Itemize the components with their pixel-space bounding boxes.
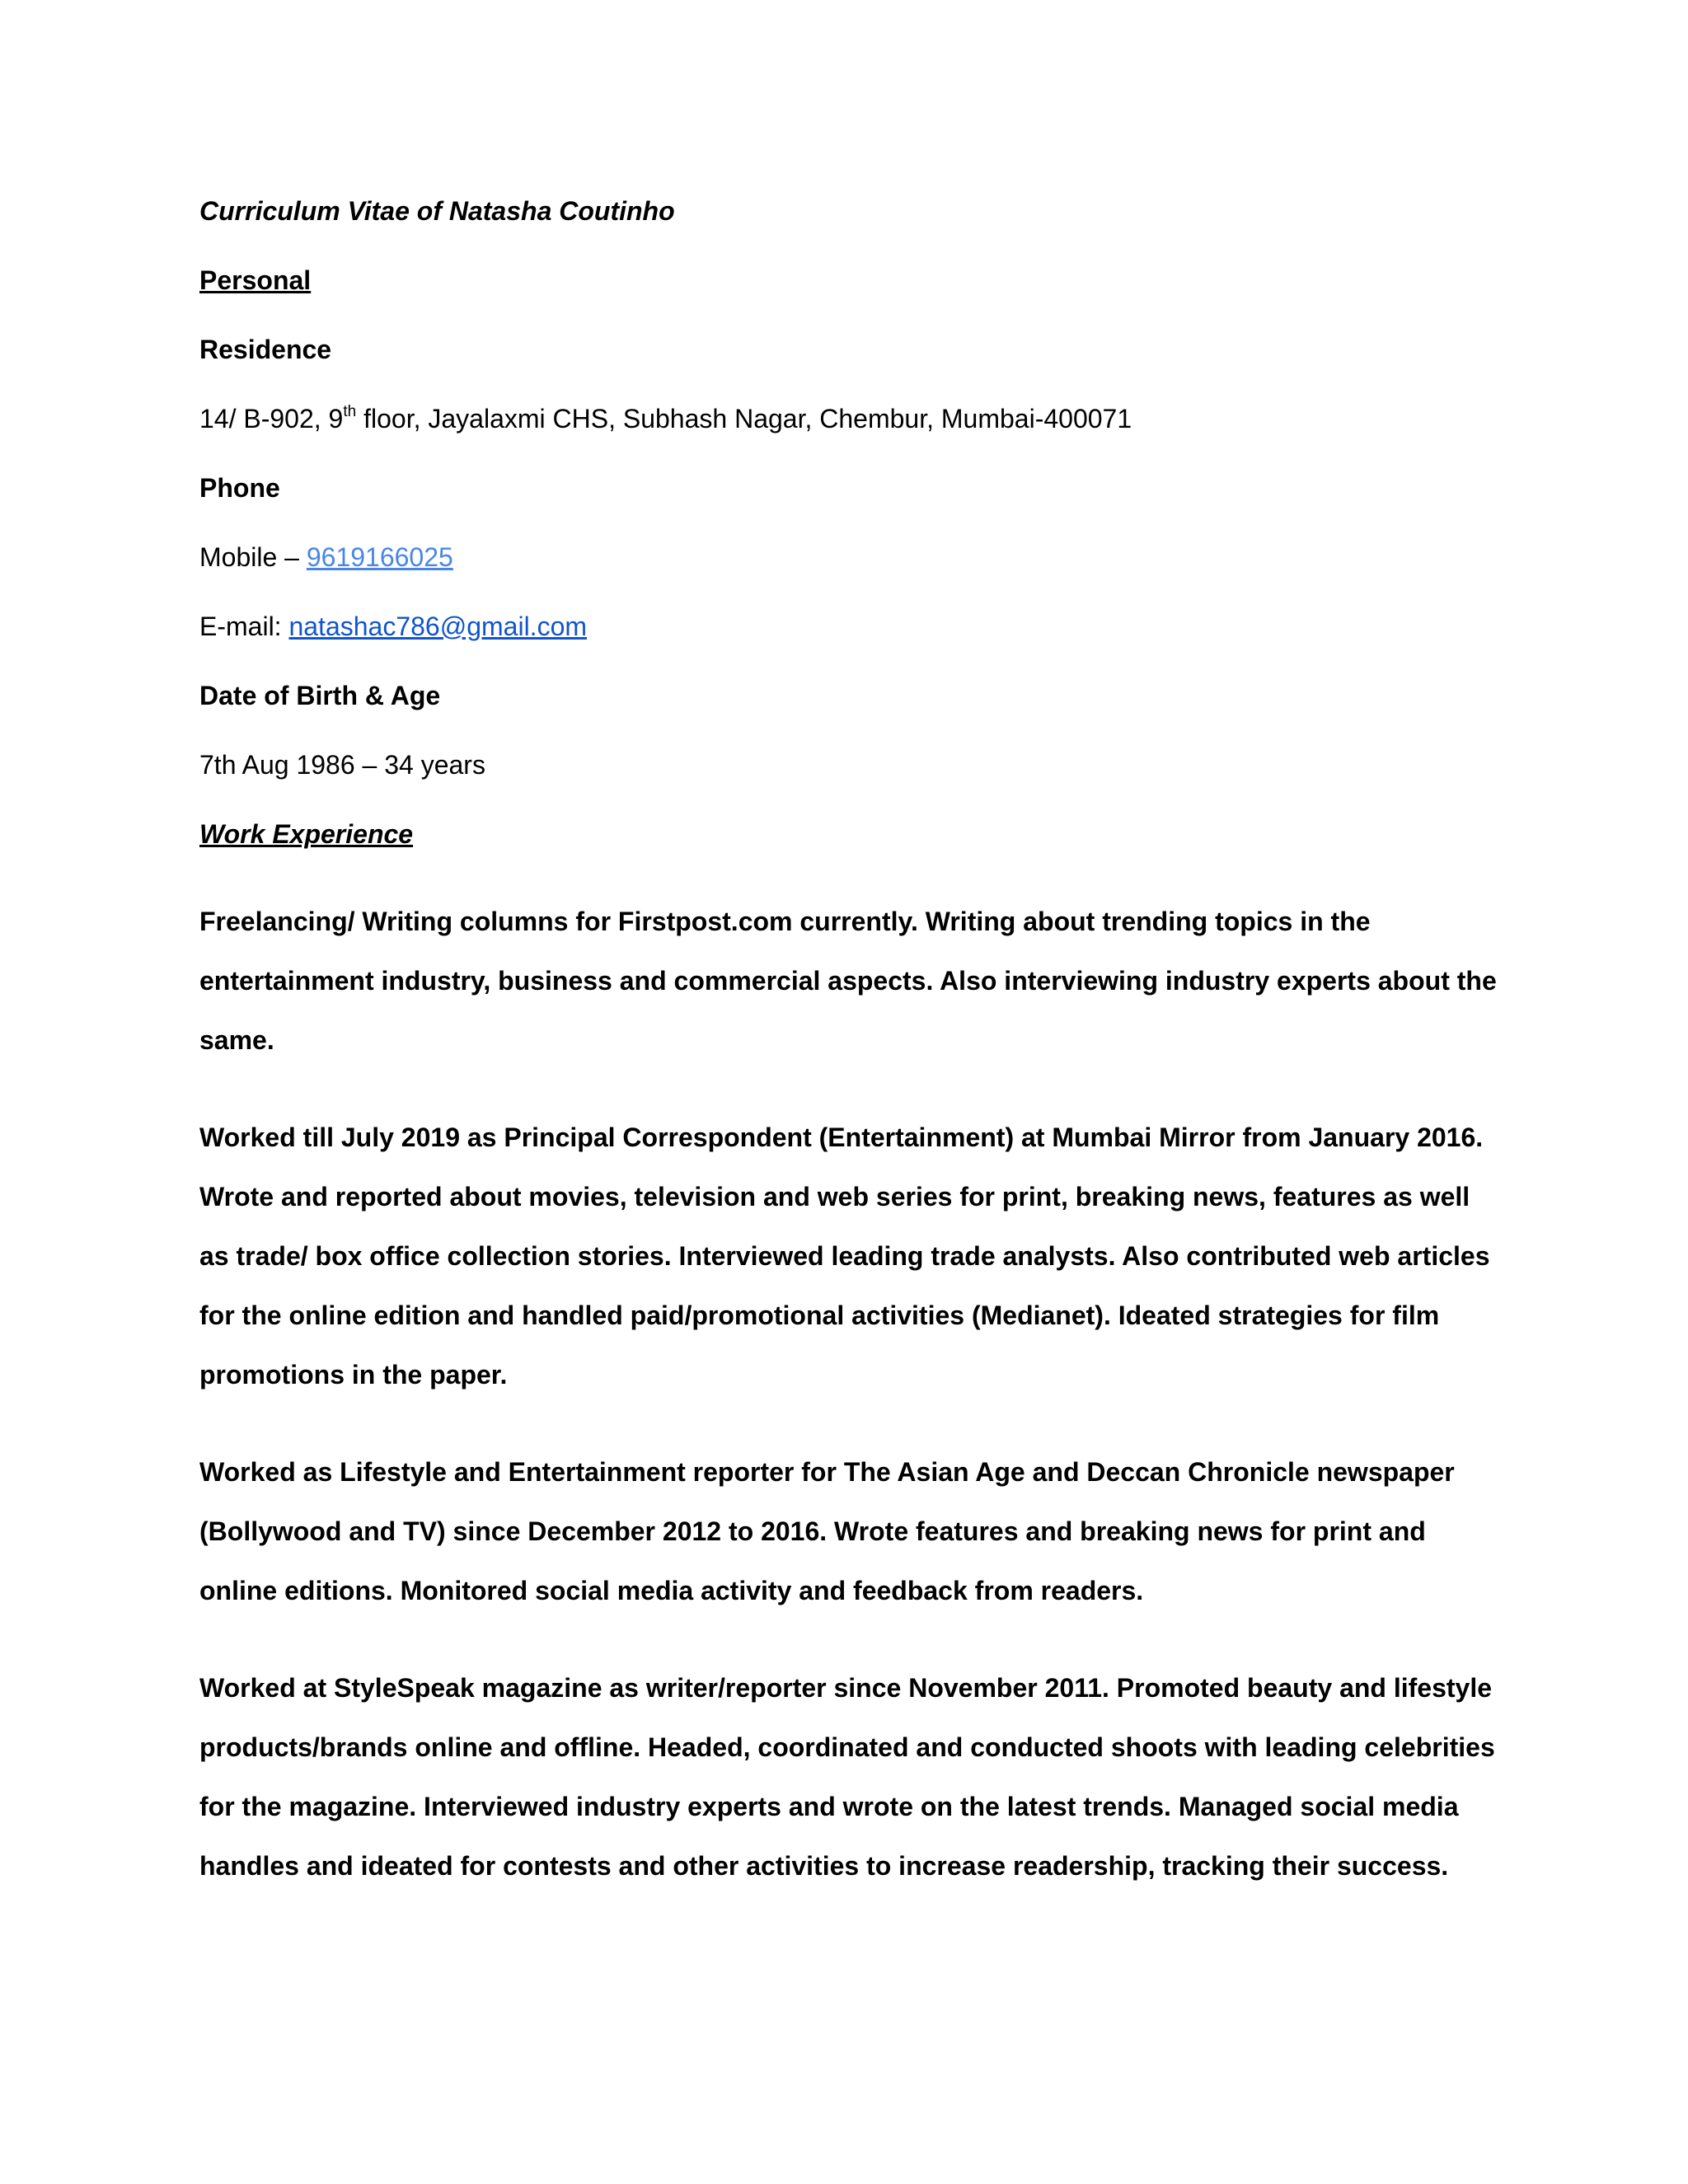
dob-label: Date of Birth & Age: [199, 681, 441, 710]
section-heading-work-experience: Work Experience: [199, 819, 414, 849]
work-experience-list: [199, 892, 1502, 1896]
residence-label: Residence: [199, 335, 332, 364]
work-paragraph-mumbai-mirror: Worked till July 2019 as Principal Correspondent (Entertainment) at Mumbai Mirror from January 2016. Wrote and reported about movies, television and web series for print, breaking news, features as well as trade/ box office collection stories. Interviewed leading trade analysts. Also contributed web articles for the online edition and handled paid/promotional activities (Medianet). Ideated strategies for film promotions in the paper.: [199, 1122, 1490, 1390]
address-suffix: floor, Jayalaxmi CHS, Subhash Nagar, Chembur, Mumbai-400071: [356, 404, 1132, 434]
phone-label: Phone: [199, 473, 280, 503]
email-link[interactable]: natashac786@gmail.com: [288, 612, 588, 641]
work-paragraph-asian-age: Worked as Lifestyle and Entertainment reporter for The Asian Age and Deccan Chronicle newspaper (Bollywood and TV) since December 2012 to 2016. Wrote features and breaking news for print and online editions. Monitored social media activity and feedback from readers.: [199, 1457, 1455, 1605]
mobile-prefix: Mobile –: [199, 542, 307, 572]
dob-value: 7th Aug 1986 – 34 years: [199, 750, 485, 780]
email-line: [199, 610, 1502, 643]
cv-title: Curriculum Vitae of Natasha Coutinho: [199, 196, 675, 226]
work-paragraph-stylespeak: Worked at StyleSpeak magazine as writer/reporter since November 2011. Promoted beauty and lifestyle products/brands online and offline. Headed, coordinated and conducted shoots with leading celebrities for the magazine. Interviewed industry experts and wrote on the latest trends. Managed social media handles and ideated for contests and other activities to increase readership, tracking their success.: [199, 1673, 1495, 1881]
address-prefix: 14/ B-902, 9: [199, 404, 344, 434]
mobile-number-link[interactable]: 9619166025: [306, 542, 453, 572]
address-superscript: th: [343, 403, 357, 420]
section-heading-personal: Personal: [199, 265, 312, 295]
section-spacer: [199, 851, 1502, 892]
work-paragraph-firstpost: Freelancing/ Writing columns for Firstpost.com currently. Writing about trending topics in the entertainment industry, business and commercial aspects. Also interviewing industry experts about the same.: [199, 907, 1497, 1055]
address-line: [199, 402, 1502, 435]
mobile-line: [199, 541, 1502, 574]
cv-content: [199, 194, 1502, 1896]
email-prefix: E-mail:: [199, 612, 289, 641]
